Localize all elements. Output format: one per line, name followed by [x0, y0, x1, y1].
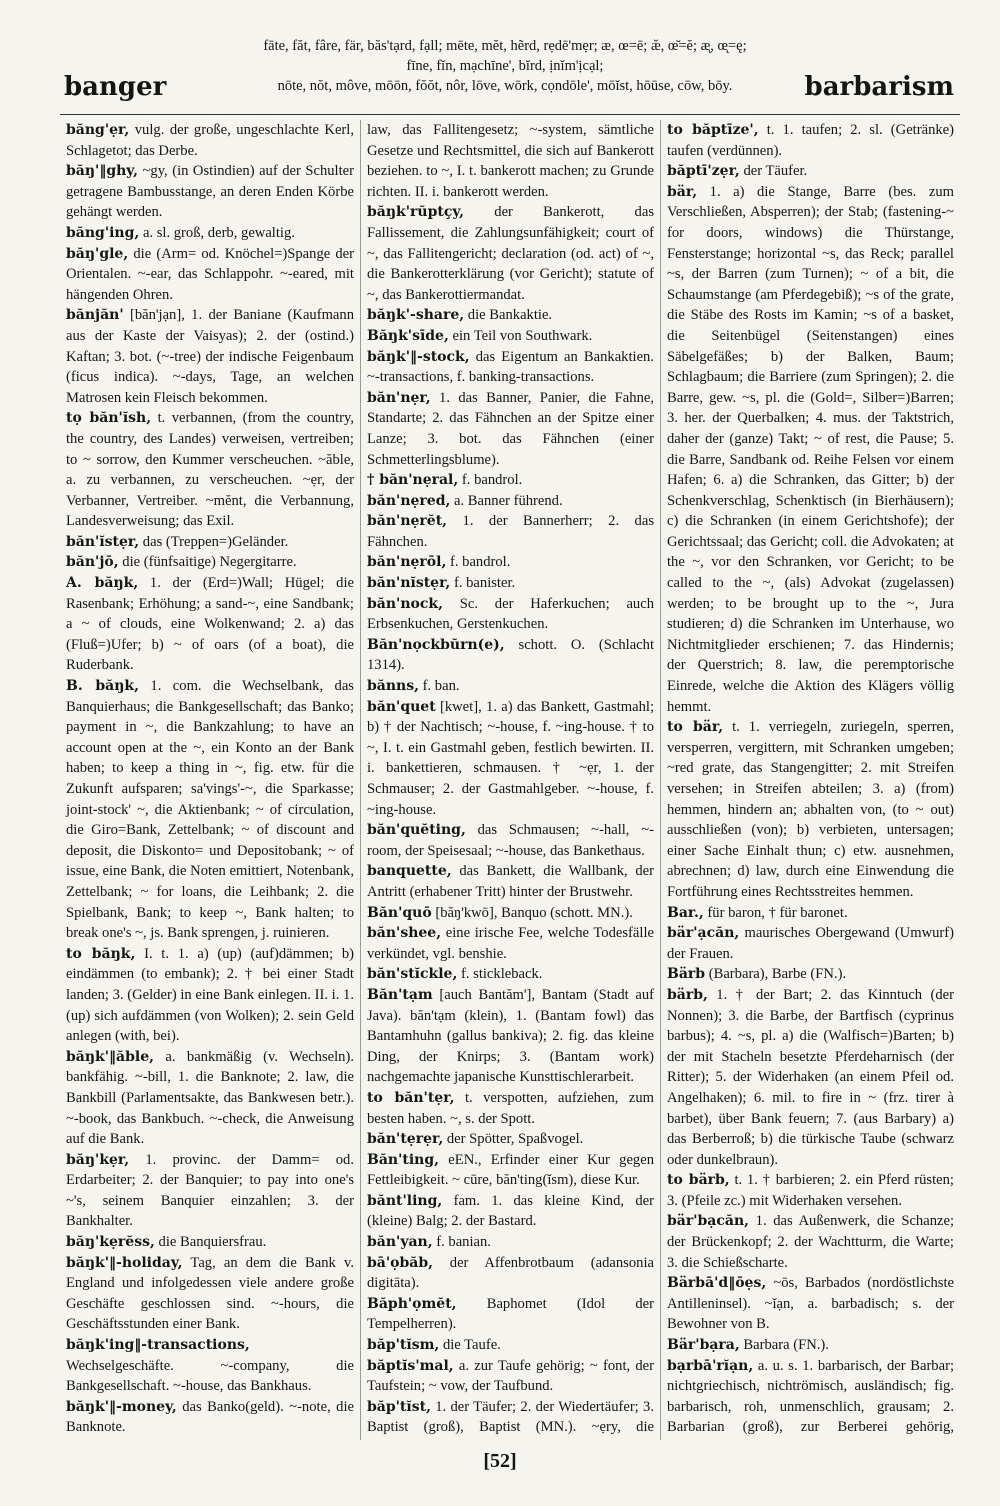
dictionary-entry: [667, 1170, 954, 1211]
pronunciation-key: [210, 36, 800, 96]
dictionary-entry: [667, 161, 954, 182]
left-running-head: banger: [64, 72, 167, 102]
entry-headword: to bär,: [667, 719, 724, 736]
entry-definition: [băŋ'kwō], Banquo (schott. MN.).: [435, 904, 633, 921]
dictionary-entry: [367, 985, 654, 1088]
entry-headword: băp'tĭsm,: [367, 1337, 440, 1354]
entry-headword: bärb,: [667, 986, 708, 1003]
entry-definition: f. bandrol.: [449, 554, 511, 571]
dictionary-entry: [367, 697, 654, 821]
entry-headword: Bärb: [667, 966, 706, 983]
entry-headword: bā'ọbăb,: [367, 1254, 434, 1271]
entry-definition: vulg. der große, ungeschlachte Kerl, Schlagetot; das Derbe.: [66, 122, 354, 159]
entry-headword: Bar.,: [667, 904, 704, 921]
dictionary-entry: [667, 1335, 954, 1356]
dictionary-entry: [367, 347, 654, 388]
entry-headword: băn'yan,: [367, 1234, 433, 1251]
dictionary-entry: [367, 120, 654, 202]
entry-definition: 1. der (Erd=)Wall; Hügel; die Rasenbank; Erhöhung; a sand-~, eine Sandbank; a ~ of clouds, eine Wolkenwand; 2. a) das (Fluß=)Ufer; b) ~ of oars (of a boat), die Ruderbank.: [66, 575, 354, 674]
entry-definition: 1. provinc. der Damm= od. Erdarbeiter; 2. der Banquier; to pay into one's ~'s, seinem Banquier einzahlen; 3. der Bankhalter.: [66, 1151, 354, 1230]
entry-headword: A. băŋk,: [66, 575, 139, 592]
pronunciation-key-line: nōte, nŏt, môve, mōōn, fŏŏt, nôr, lōve, wōrk, cọndōle', mōĭst, hōūse, cōw, bōy.: [277, 78, 733, 94]
entry-headword: bạrbā'rĭạn,: [667, 1357, 754, 1374]
dictionary-entry: [66, 223, 354, 244]
dictionary-entry: [367, 964, 654, 985]
entry-headword: bär'ạcăn,: [667, 925, 740, 942]
entry-definition: der Täufer.: [743, 163, 808, 180]
entry-definition: das (Treppen=)Geländer.: [142, 533, 289, 550]
entry-headword: băn'jō,: [66, 554, 119, 571]
dictionary-entry: [667, 120, 954, 161]
entry-definition: f. banister.: [453, 575, 516, 592]
dictionary-entry: [66, 552, 354, 573]
dictionary-entry: [66, 1397, 354, 1438]
dictionary-entry: [367, 573, 654, 594]
dictionary-entry: [66, 573, 354, 676]
right-running-head: barbarism: [804, 72, 954, 102]
dictionary-entry: [66, 120, 354, 161]
entry-headword: băn'stĭckle,: [367, 966, 458, 983]
dictionary-entry: [667, 182, 954, 717]
entry-headword: B. băŋk,: [66, 678, 139, 695]
entry-headword: † băn'nẹral,: [367, 472, 459, 489]
entry-definition: a. u. s. 1. barbarisch, der Barbar; nichtgriechisch, nichtrömisch, ausländisch; fig. barbarisch, roh, unmenschlich, grausam; 2. Barbarian (groß), zur Berberei gehörig,: [667, 1357, 954, 1436]
entry-headword: băn'ĭstẹr,: [66, 533, 140, 550]
entry-definition: t. verbannen, (from the country, the country, des Landes) verweisen, vertreiben; to ~ sorrow, den Kummer verscheuchen. ~ăble, a. zu verbannen, zu verscheuchen. ~ẹr, der Verbanner, Vertreiber. ~mĕnt, die Verbannung, Landesverweisung; das Exil.: [66, 410, 354, 530]
entry-headword: Băn'ting,: [367, 1151, 439, 1168]
entry-headword: băng'ẹr,: [66, 122, 130, 138]
entry-definition: law, das Fallitengesetz; ~-system, sämtliche Gesetze und Rechtsmittel, die sich auf Bankerott beziehen. to ~, I. t. bankerott machen; zu Grunde richten. II. i. bankerott werden.: [367, 122, 654, 200]
entry-definition: Barbara (FN.).: [743, 1337, 829, 1354]
entry-definition: 1. † der Bart; 2. das Kinntuch (der Nonnen); 3. die Barbe, der Bartfisch (cyprinus barbus); 4. ~s, pl. a) die (Walfisch=)Barten; b) der mit Stacheln besetzte Pferdeharnisch (der Ritter); 5. der Widerhaken (an einem Pfeil od. Angelhaken); 6. mil. to fire in ~ (frz. tirer à barbet), über Bank feuern; 7. (aus Barbary) a) das Berberroß; b) die türkische Taube (schwarz oder dunkelbraun).: [667, 986, 954, 1168]
entry-headword: bănns,: [367, 678, 419, 695]
dictionary-entry: [367, 1294, 654, 1335]
entry-headword: bănjăn': [66, 307, 124, 324]
entry-definition: das Eigentum an Bankaktien. ~-transactions, f. banking-transactions.: [367, 348, 654, 386]
dictionary-entry: [66, 1150, 354, 1232]
entry-definition: fam. 1. das kleine Kind, der (kleine) Balg; 2. der Bastard.: [367, 1192, 654, 1230]
entry-definition: f. bandrol.: [461, 472, 523, 489]
entry-headword: Băn'tạm: [367, 986, 433, 1003]
entry-headword: banquette,: [367, 863, 452, 880]
entry-headword: Băn'quō: [367, 904, 432, 921]
dictionary-entry: [367, 1335, 654, 1356]
entry-headword: băn'nock,: [367, 595, 443, 612]
dictionary-entry: [66, 1335, 354, 1397]
dictionary-entry: [367, 1129, 654, 1150]
dictionary-entry: [66, 944, 354, 1047]
column-right: [660, 120, 960, 1440]
dictionary-entry: [367, 861, 654, 902]
dictionary-entry: [367, 1253, 654, 1294]
dictionary-entry: [367, 1232, 654, 1253]
dictionary-entry: [66, 676, 354, 944]
entry-columns: [60, 120, 960, 1440]
entry-headword: băŋ'kẹrĕss,: [66, 1234, 155, 1251]
entry-definition: f. ban.: [422, 678, 460, 695]
entry-headword: băŋk'rŭptçy,: [367, 204, 465, 221]
entry-headword: to bärb,: [667, 1172, 730, 1189]
entry-headword: Bär'bạra,: [667, 1337, 740, 1354]
entry-headword: băn'nẹred,: [367, 492, 451, 509]
dictionary-entry: [367, 511, 654, 552]
entry-definition: der Affenbrotbaum (adansonia digitāta).: [367, 1254, 654, 1292]
dictionary-entry: [66, 1438, 354, 1440]
dictionary-entry: [667, 923, 954, 964]
entry-definition: maurisches Obergewand (Umwurf) der Frauen.: [667, 925, 954, 962]
dictionary-entry: [367, 202, 654, 305]
dictionary-entry: [367, 1397, 654, 1440]
entry-headword: băŋk'-share,: [367, 307, 465, 324]
entry-definition: t. 1. taufen; 2. sl. (Getränke) taufen (verdünnen).: [667, 122, 955, 159]
entry-definition: die Bankaktie.: [467, 307, 553, 324]
entry-definition: Wechselgeschäfte. ~-company, die Bankgesellschaft. ~-house, das Bankhaus.: [66, 1357, 354, 1395]
entry-headword: Băn'nọckbŭrn(e),: [367, 636, 505, 653]
entry-headword: băŋ'‖ghy,: [66, 163, 138, 180]
entry-headword: Băph'ọmĕt,: [367, 1295, 457, 1312]
entry-headword: băŋk'‖-holiday,: [66, 1254, 183, 1271]
dictionary-entry: [667, 964, 954, 985]
dictionary-entry: [66, 161, 354, 223]
entry-headword: bär,: [667, 183, 698, 200]
entry-definition: Tag, an dem die Bank v. England und infolgedessen viele andere große Geschäfte geschlossen sind. ~-hours, die Geschäftsstunden einer Bank.: [66, 1254, 354, 1333]
entry-headword: bănt'ling,: [367, 1192, 443, 1209]
entry-definition: t. 1. † barbieren; 2. ein Pferd rüsten; 3. (Pfeile zc.) mit Widerhaken versehen.: [667, 1172, 954, 1209]
entry-definition: ~ōs, Barbados (nordöstlichste Antilleninsel). ~ĭạn, a. barbadisch; s. der Bewohner von B.: [667, 1275, 954, 1333]
dictionary-entry: [667, 717, 954, 902]
dictionary-entry: [367, 1150, 654, 1191]
dictionary-entry: [667, 1273, 954, 1335]
entry-headword: băn'nĭstẹr,: [367, 575, 451, 592]
dictionary-entry: [367, 1356, 654, 1397]
entry-definition: die (fünfsaitige) Negergitarre.: [122, 554, 297, 571]
dictionary-entry: [667, 1211, 954, 1273]
entry-definition: schott. O. (Schlacht 1314).: [367, 636, 654, 674]
dictionary-entry: [367, 470, 654, 491]
entry-definition: eEN., Erfinder einer Kur gegen Fettleibigkeit. ~ cūre, băn'ting(ĭsm), diese Kur.: [367, 1151, 654, 1189]
dictionary-entry: [667, 985, 954, 1170]
entry-headword: băŋ'gle,: [66, 245, 129, 262]
entry-headword: băp'tĭst,: [367, 1398, 431, 1415]
entry-definition: a. bankmäßig (v. Wechseln). bankfähig. ~-bill, 1. die Banknote; 2. law, die Bankbill (Parlamentsakte, das Bankwesen betr.). ~-book, das Bankbuch. ~-check, die Anweisung auf die Bank.: [66, 1048, 354, 1148]
entry-headword: băn'shee,: [367, 925, 442, 942]
pronunciation-key-line: fāte, făt, fâre, fär, băs'tạrd, fạll; mēte, mĕt, hẽrd, rẹdē'mẹr; æ, œ=ē; æ̆, œ̆=ĕ; æ̨, œ̨=ę;: [263, 38, 747, 54]
entry-definition: [kwet], 1. a) das Bankett, Gastmahl; b) † der Nachtisch; ~-house, f. ~ing-house. † to ~, I. t. ein Gastmahl geben, festlich bewirten. II. i. bankettieren, schmausen. † ~ẹr, 1. der Schmauser; 2. der Gastmahlgeber. ~-house, f. ~ing-house.: [367, 698, 654, 818]
dictionary-entry: [367, 923, 654, 964]
entry-definition: [auch Bantăm'], Bantam (Stadt auf Java). băn'tạm (klein), 1. (Bantam fowl) das Bantamhuhn (gallus bankiva); 2. fig. das kleine Ding, der Knirps; 3. (Bantam work) nachgemachte japanische Kunsttischlerarbeit.: [367, 986, 654, 1086]
entry-headword: Băŋk'sīde,: [367, 327, 449, 344]
entry-definition: f. banian.: [436, 1234, 491, 1251]
entry-definition: a. zur Taufe gehörig; ~ font, der Taufstein; ~ vow, der Taufbund.: [367, 1357, 654, 1395]
dictionary-entry: [367, 388, 654, 470]
entry-definition: a. sl. groß, derb, gewaltig.: [142, 224, 295, 241]
entry-headword: băptĭs'mal,: [367, 1357, 454, 1374]
entry-definition: 1. das Banner, Panier, die Fahne, Standarte; 2. das Fähnchen an der Spitze einer Lanze; 3. bot. das Fähnchen (einer Schmetterlingsblume).: [367, 389, 654, 468]
dictionary-entry: [367, 676, 654, 697]
entry-headword: băn'quet: [367, 698, 436, 715]
column-left: [60, 120, 360, 1440]
entry-headword: băn'nẹrĕt,: [367, 513, 448, 530]
entry-definition: das Banko(geld). ~-note, die Banknote.: [66, 1398, 354, 1436]
dictionary-entry: [667, 903, 954, 924]
dictionary-entry: [367, 903, 654, 924]
entry-headword: băŋ'kẹr,: [66, 1151, 130, 1168]
dictionary-entry: [66, 408, 354, 532]
entry-headword: băŋk'‖ăble,: [66, 1048, 154, 1065]
entry-definition: 1. com. die Wechselbank, das Banquierhaus; die Bankgesellschaft; das Banko; payment in ~, die Bankzahlung; to have an account open at the ~, ein Konto an der Bank haben; to keep a thing in ~, fig. etw. für die Zukunft aufsparen; sa'vings'-~, die Sparkasse; joint-stock' ~, die Aktienbank; ~ of circulation, die Giro=Bank, Zettelbank; ~ of discount and deposit, die Diskonto= und Depositobank; ~ of issue, eine Bank, die Noten emittiert, Notenbank, Zettelbank; ~ for loans, die Leihbank; 2. die Spielbank, Bank; to keep ~, Bank halten; to break one's ~, js. Bank sprengen, j. ruinieren.: [66, 678, 354, 942]
entry-headword: băng'ing,: [66, 224, 140, 241]
entry-definition: t. 1. verriegeln, zuriegeln, sperren, versperren, vergittern, mit Schranken umgeben; ~red grate, das Stangengitter; 2. mit Streifen versehen; in Streifen abteilen; 3. a) (from) hemmen, hindern an; abhalten von, (to ~ out) ausschließen (von); b) verbieten, untersagen; einer Sache Einhalt thun; c) etw. ausnehmen, abrechnen; d) law, durch eine Einwendung die Fortführung eines Rechtsstreites hemmen.: [667, 719, 954, 900]
header-rule: [60, 114, 960, 115]
entry-definition: ein Teil von Southwark.: [452, 327, 593, 344]
entry-definition: 1. a) die Stange, Barre (bes. zum Verschließen, Absperren); der Stab; (fastening-~ for doors, windows) die Thürstange, Fensterstange; horizontal ~s, das Reck; parallel ~s, der Barren (zum Turnen); ~ of a bit, die Schaumstange (am Pferdegebiß); ~s of the grate, die Stäbe des Rosts im Kamin; ~s of a basket, die Seitenbügel (Seitenstangen) eines Säbelgefäßes; b) der Balken, Baum; Schlagbaum; die Barriere (zum Springen); 2. die Barre, gew. ~s, pl. die (Gold=, Silber=)Barren; 3. her. der Querbalken; 4. mus. der Taktstrich, daher der (ganze) Takt; ~ of rest, die Pause; 5. die Barre, Sandbank od. Reihe Felsen vor einem Hafen; 6. a) die Schranken, das Gitter; b) der Schenkverschlag, Schenktisch (in Bierhäusern); c) die Schranken (in einem Gerichtshofe); der Gerichtssaal; das Gericht; coll. die Advokaten; at the ~, vor den Schranken, vor Gericht; to be called to the ~, (als) Advokat (zugelassen) werden; to be brought up to the ~, Jura studieren; d) die Schranken im Unterhause, wo Nichtmitglieder erschienen; 7. das Hindernis; der Querstrich; 8. law, die peremptorische Einrede, welche die Aktion des Klägers völlig hemmt.: [667, 183, 954, 715]
entry-definition: für baron, † für baronet.: [707, 904, 848, 921]
entry-headword: to băptīze',: [667, 122, 759, 138]
entry-headword: băŋk'‖-stock,: [367, 348, 470, 365]
dictionary-entry: [367, 326, 654, 347]
entry-headword: băŋk'ing‖-transactions,: [66, 1337, 250, 1354]
entry-headword: to băŋk,: [66, 945, 136, 962]
entry-headword: băn'quĕting,: [367, 822, 466, 839]
entry-headword: băn'nẹrōl,: [367, 554, 447, 571]
entry-definition: t. verspotten, aufziehen, zum besten haben. ~, s. der Spott.: [367, 1089, 655, 1127]
dictionary-entry: [367, 820, 654, 861]
dictionary-entry: [367, 1088, 654, 1129]
pronunciation-key-line: fīne, fĭn, mạchīne', bĭrd, ịnĭm'ịcạl;: [406, 58, 604, 74]
page-number: [52]: [483, 1450, 517, 1472]
entry-definition: a. Banner führend.: [454, 492, 563, 509]
entry-definition: [băn'jạn], 1. der Baniane (Kaufmann aus der Kaste der Vaisyas); 2. der (ostind.) Kaftan; 3. bot. (~-tree) der indische Feigenbaum (ficus indica). ~-days, Tage, an welchen Matrosen kein Fleisch bekommen.: [66, 307, 354, 406]
entry-definition: die Banquiersfrau.: [158, 1234, 267, 1251]
entry-definition: (Barbara), Barbe (FN.).: [708, 966, 847, 983]
entry-definition: Sc. der Haferkuchen; auch Erbsenkuchen, Gerstenkuchen.: [367, 595, 655, 633]
entry-headword: băn'tẹrẹr,: [367, 1131, 444, 1148]
entry-definition: 1. das Außenwerk, die Schanze; der Brückenkopf; 2. der Wachtturm, die Warte; 3. die Schießscharte.: [667, 1213, 955, 1271]
dictionary-entry: [66, 1232, 354, 1253]
dictionary-entry: [66, 305, 354, 408]
entry-definition: die (Arm= od. Knöchel=)Spange der Orientalen. ~-ear, das Schlappohr. ~-eared, mit hängenden Ohren.: [66, 245, 354, 303]
dictionary-entry: [367, 594, 654, 635]
entry-definition: ~gy, (in Ostindien) auf der Schulter getragene Bambusstange, an deren Enden Körbe gehängt werden.: [66, 163, 355, 221]
entry-definition: I. t. 1. a) (up) (auf)dämmen; b) eindämmen (to embank); 2. † bei einer Stadt landen; 3. (Gelder) in eine Bank einlegen. II. i. 1. (up) sich aufdämmen (von Wolken); 2. sein Geld anlegen (with, bei).: [66, 945, 354, 1045]
dictionary-entry: [667, 1356, 954, 1440]
entry-headword: băptī'zẹr,: [667, 163, 740, 180]
dictionary-entry: [66, 532, 354, 553]
entry-definition: 1. der Bannerherr; 2. das Fähnchen.: [367, 513, 655, 550]
column-middle: [360, 120, 660, 1440]
entry-definition: eine irische Fee, welche Todesfälle verkündet, vgl. benshie.: [367, 925, 654, 962]
entry-definition: f. stickleback.: [460, 966, 543, 983]
entry-definition: 1. der Täufer; 2. der Wiedertäufer; 3. Baptist (groß), Baptist (MN.). ~ẹry, die: [367, 1398, 654, 1436]
entry-headword: bär'bạcăn,: [667, 1213, 750, 1230]
entry-definition: die Taufe.: [442, 1337, 501, 1354]
entry-definition: Baphomet (Idol der Tempelherren).: [367, 1295, 654, 1333]
dictionary-entry: [367, 305, 654, 326]
dictionary-entry: [66, 244, 354, 306]
dictionary-entry: [66, 1047, 354, 1150]
dictionary-entry: [66, 1253, 354, 1335]
entry-headword: băŋk'‖-money,: [66, 1398, 177, 1415]
dictionary-entry: [367, 491, 654, 512]
dictionary-entry: [367, 1191, 654, 1232]
dictionary-entry: [367, 552, 654, 573]
entry-headword: tọ băn'ĭsh,: [66, 410, 152, 427]
entry-headword: Bärbā'd‖ōẹs,: [667, 1275, 767, 1292]
entry-definition: das Schmausen; ~-hall, ~-room, der Speisesaal; ~-house, das Bankethaus.: [367, 822, 655, 859]
entry-definition: der Bankerott, das Fallissement, die Zahlungsunfähigkeit; court of ~, das Fallitengericht; declaration (od. act) of ~, die Bankerotterklärung (vor Gericht); statute of ~, das Bankerottiermandat.: [367, 204, 654, 303]
entry-definition: der Spötter, Spaßvogel.: [446, 1131, 584, 1148]
entry-headword: to băn'tẹr,: [367, 1089, 455, 1106]
entry-definition: das Bankett, die Wallbank, der Antritt (erhabener Tritt) hinter der Brustwehr.: [367, 863, 655, 900]
entry-headword: băn'nẹr,: [367, 389, 431, 406]
dictionary-entry: [367, 635, 654, 676]
